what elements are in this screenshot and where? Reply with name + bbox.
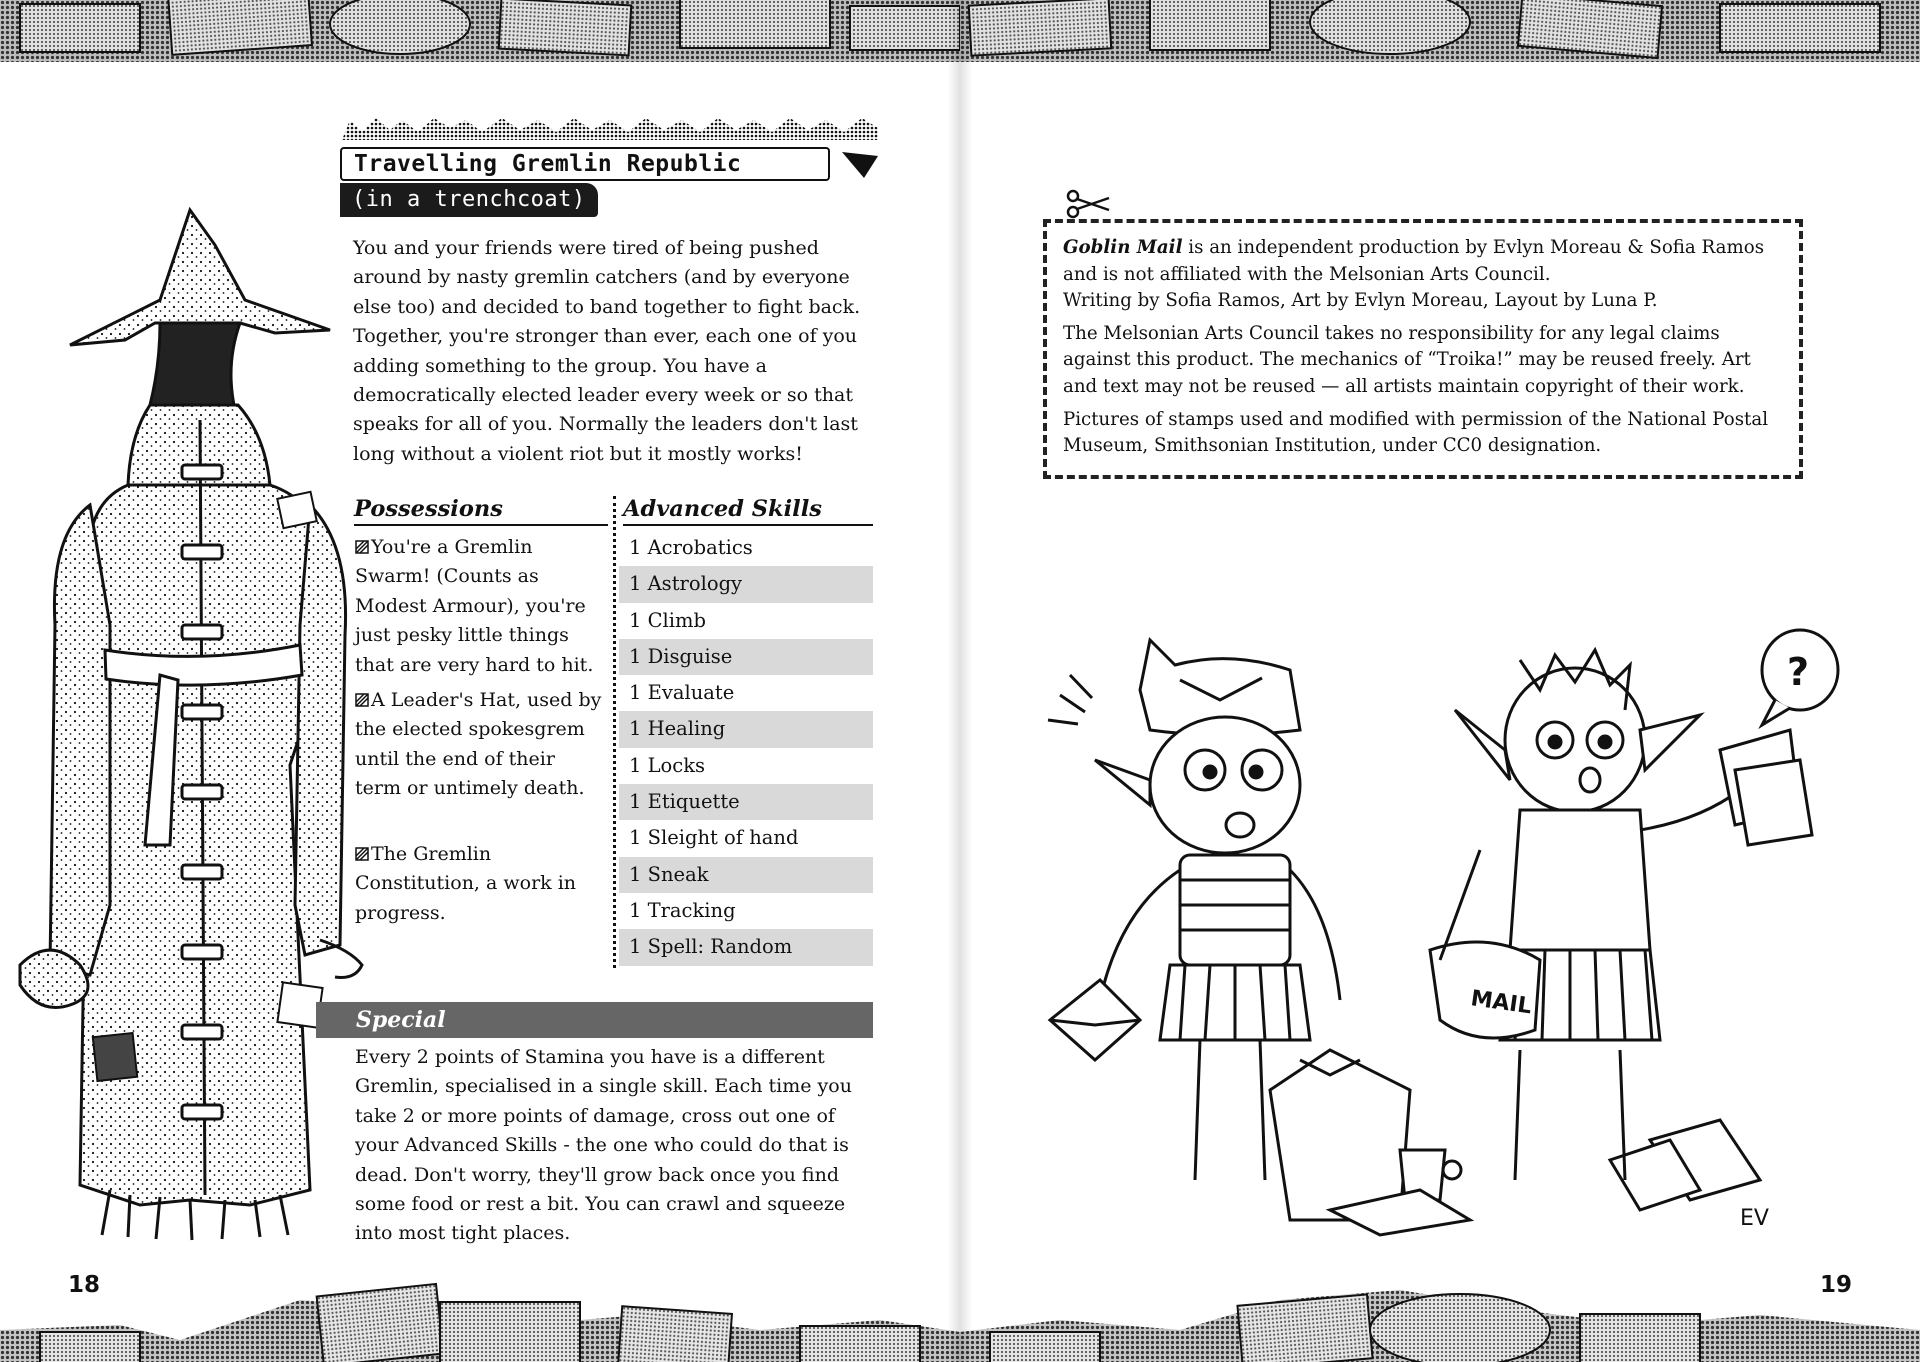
special-paragraph: Every 2 points of Stamina you have is a different Gremlin, specialised in a single skill. Each time you take 2 or more points of damage, cross out one of your Advanced Skills - the one who could do that is dead. Don't worry, they'll grow back once you find some food or rest a bit. You can crawl and squeeze into most tight places. (355, 1046, 852, 1245)
title-decoration (342, 118, 878, 140)
credits-line-1 (1063, 235, 1783, 315)
credits-product-name: Goblin Mail (1063, 237, 1183, 258)
page-subtitle: (in a trenchcoat) (340, 183, 598, 217)
skill-item: 1 Disguise (619, 639, 873, 675)
credits-line-1-text: is an independent production by Evlyn Moreau & Sofia Ramos and is not affiliated with the Melsonian Arts Council. (1063, 237, 1765, 285)
skill-item: 1 Locks (629, 753, 706, 777)
stamp-collage-top-right (960, 0, 1920, 62)
scissors-icon (1065, 188, 1111, 220)
title-triangle-decoration (842, 150, 878, 178)
possession-text: A Leader's Hat, used by the elected spokesgrem until the end of their term or untimely death. (355, 689, 602, 800)
possession-item (355, 840, 603, 928)
skill-item: 1 Etiquette (619, 784, 873, 820)
stamp-collage-bottom-left (0, 1270, 960, 1362)
possession-text: The Gremlin Constitution, a work in progress. (355, 843, 577, 924)
artist-signature: EV (1740, 1206, 1769, 1231)
column-divider (613, 496, 616, 968)
right-page (960, 0, 1920, 1362)
hatched-bullet-icon (355, 540, 369, 554)
possession-item (355, 533, 603, 680)
skill-item: 1 Healing (619, 711, 873, 747)
special-heading: Special (316, 1002, 873, 1038)
intro-paragraph: You and your friends were tired of being pushed around by nasty gremlin catchers (and by everyone else too) and decided to band together to fight back. Together, you're stronger than ever, each one of you adding something to the group. You have a democratically elected leader every week or so that speaks for all of you. Normally the leaders don't last long without a violent riot but it mostly works! (353, 237, 861, 465)
credits-paragraph-2: The Melsonian Arts Council takes no responsibility for any legal claims against this product. The mechanics of “Troika!” may be reused freely. Art and text may not be reused — all artists maintain copyright of their work. (1063, 322, 1751, 397)
skill-item: 1 Sleight of hand (629, 826, 799, 850)
trenchcoat-gremlin-illustration (10, 205, 380, 1245)
skill-item: 1 Spell: Random (619, 929, 873, 965)
skill-item: 1 Climb (629, 608, 706, 632)
advanced-skills-list (619, 530, 873, 966)
credits-line-2: Writing by Sofia Ramos, Art by Evlyn Moreau, Layout by Luna P. (1063, 290, 1658, 312)
possessions-heading: Possessions (354, 494, 608, 526)
skill-item: 1 Sneak (619, 857, 873, 893)
speech-bubble-question: ? (1787, 650, 1810, 694)
stamp-collage-bottom-right (960, 1270, 1920, 1362)
advanced-skills-heading: Advanced Skills (623, 494, 873, 526)
page-number-left: 18 (68, 1272, 101, 1298)
credits-box (1043, 219, 1803, 479)
possession-text: You're a Gremlin Swarm! (Counts as Modest Armour), you're just pesky little things that are very hard to hit. (355, 536, 594, 676)
skill-item: 1 Astrology (619, 566, 873, 602)
hatched-bullet-icon (355, 847, 369, 861)
skill-item: 1 Acrobatics (629, 536, 753, 559)
stamp-collage-top-left (0, 0, 960, 62)
page-number-right: 19 (1820, 1272, 1853, 1298)
book-gutter (948, 0, 972, 1362)
page-title: Travelling Gremlin Republic (340, 147, 830, 181)
credits-paragraph-3: Pictures of stamps used and modified with permission of the National Postal Museum, Smithsonian Institution, under CC0 designation. (1063, 408, 1769, 457)
goblin-mail-carriers-illustration (1000, 620, 1860, 1240)
hatched-bullet-icon (355, 693, 369, 707)
skill-item: 1 Evaluate (629, 681, 735, 705)
skill-item: 1 Tracking (629, 898, 736, 922)
possession-item (355, 686, 603, 804)
mail-bag-label: MAIL (1469, 986, 1534, 1020)
